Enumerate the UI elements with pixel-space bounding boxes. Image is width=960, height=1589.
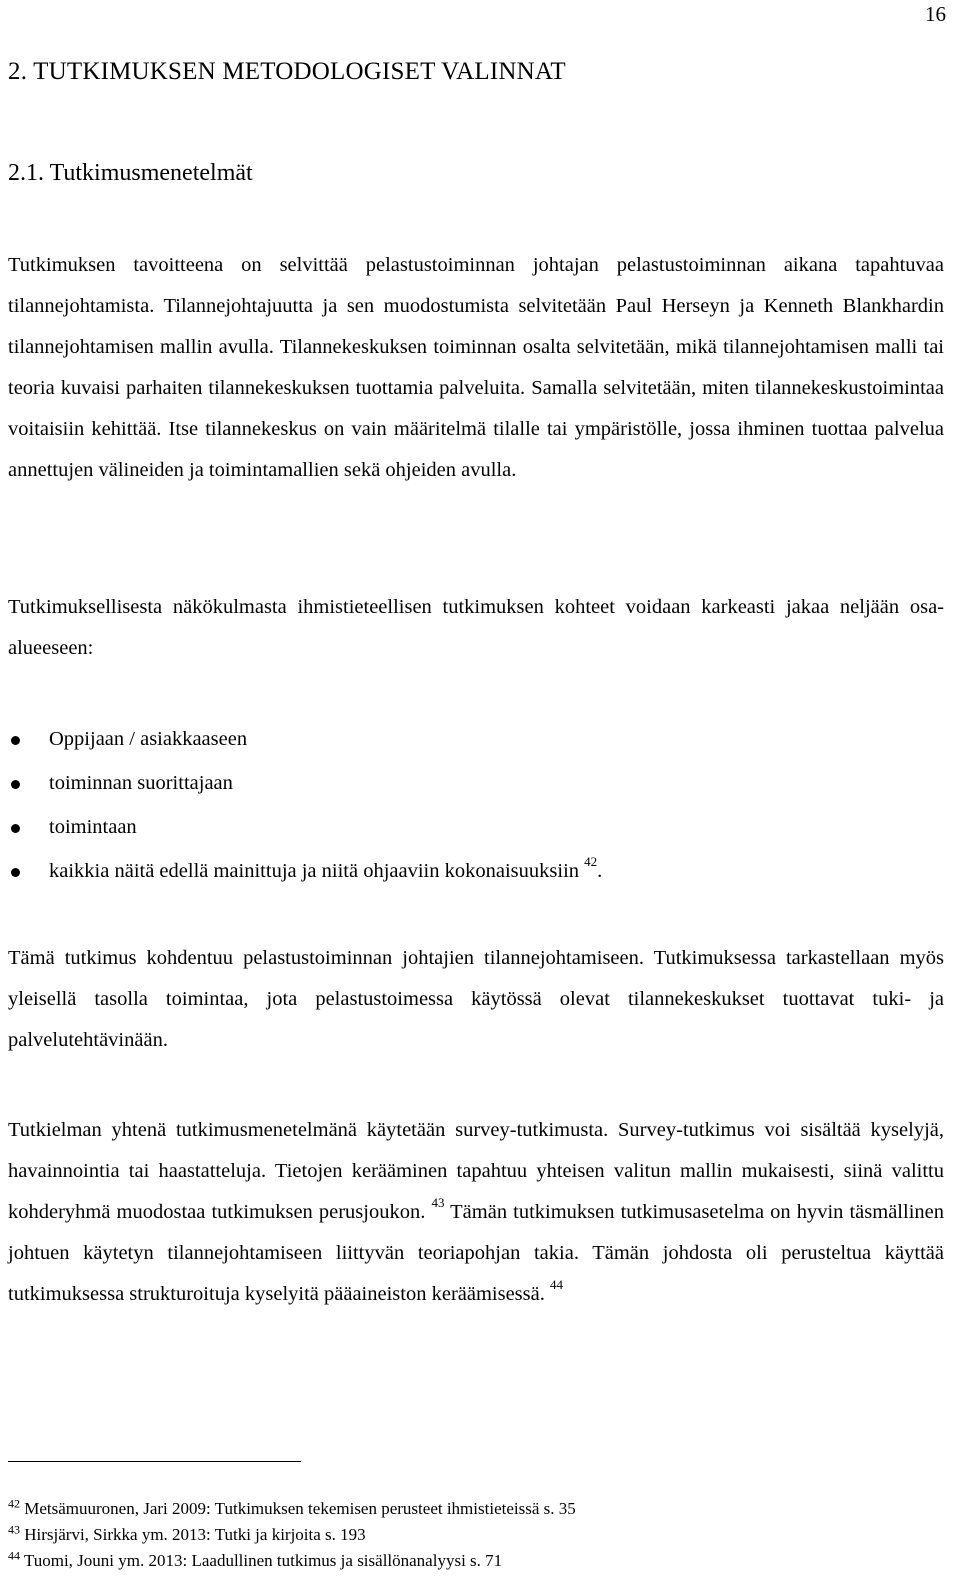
footnote-reference: 43 <box>431 1195 445 1211</box>
footnote-mark: 43 <box>8 1522 20 1537</box>
footnote-text: Hirsjärvi, Sirkka ym. 2013: Tutki ja kirjoita s. 193 <box>24 1525 366 1544</box>
method-text-part-2: Tämän tutkimuksen tutkimusasetelma on hyvin täsmällinen johtuen käytetyn tilannejohtamiseen liittyvän teoriapohjan takia. Tämän johdosta oli perusteltua käyttää tutkimuksessa strukturoituja kyselyitä pääaineiston keräämisessä. <box>8 1201 944 1305</box>
footnote-mark: 44 <box>8 1548 20 1563</box>
bullet-icon <box>11 824 20 833</box>
footnote-reference: 44 <box>550 1277 563 1293</box>
method-text-part-1: Tutkielman yhtenä tutkimusmenetelmänä käytetään survey-tutkimusta. Survey-tutkimus voi sisältää kyselyjä, havainnointia tai haastatteluja. Tietojen kerääminen tapahtuu yhteisen valitun mallin mukaisesti, siinä valittu kohderyhmä muodostaa tutkimuksen perusjoukon. <box>8 1119 944 1223</box>
list-item <box>8 849 602 893</box>
list-item <box>8 805 602 849</box>
page-number: 16 <box>925 2 946 26</box>
section-heading: 2.1. Tutkimusmenetelmät <box>8 160 253 186</box>
footnote <box>8 1522 576 1548</box>
list-item <box>8 717 602 761</box>
method-paragraph <box>8 1110 944 1315</box>
footnote-text: Tuomi, Jouni ym. 2013: Laadullinen tutkimus ja sisällönanalyysi s. 71 <box>23 1551 503 1570</box>
bullet-icon <box>11 780 20 789</box>
research-areas-paragraph: Tutkimuksellisesta näkökulmasta ihmistieteellisen tutkimuksen kohteet voidaan karkeasti jakaa neljään osa-alueeseen: <box>8 596 944 659</box>
research-areas-list <box>8 717 602 893</box>
chapter-heading: 2. TUTKIMUKSEN METODOLOGISET VALINNAT <box>8 58 566 85</box>
footnote-mark: 42 <box>8 1496 20 1511</box>
list-item-text: toiminnan suorittajaan <box>49 772 233 794</box>
list-item-text: Oppijaan / asiakkaaseen <box>49 728 248 750</box>
footnote-separator <box>8 1461 301 1462</box>
footnote <box>8 1496 576 1522</box>
list-item-text: kaikkia näitä edellä mainittuja ja niitä ohjaaviin kokonaisuuksiin <box>49 860 580 882</box>
footnote-reference: 42 <box>584 854 598 870</box>
list-item <box>8 761 602 805</box>
footnotes <box>8 1496 576 1574</box>
footnote <box>8 1548 576 1574</box>
list-item-text: toimintaan <box>49 816 137 838</box>
intro-paragraph: Tutkimuksen tavoitteena on selvittää pelastustoiminnan johtajan pelastustoiminnan aikana tapahtuvaa tilannejohtamista. Tilannejohtajuutta ja sen muodostumista selvitetään Paul Herseyn ja Kenneth Blankhardin tilannejohtamisen mallin avulla. Tilannekeskuksen toiminnan osalta selvitetään, mikä tilannejohtamisen malli tai teoria kuvaisi parhaiten tilannekeskuksen tuottamia palveluita. Samalla selvitetään, miten tilannekeskustoimintaa voitaisiin kehittää. Itse tilannekeskus on vain määritelmä tilalle tai ympäristölle, jossa ihminen tuottaa palvelua annettujen välineiden ja toimintamallien sekä ohjeiden avulla. <box>8 254 944 481</box>
footnote-text: Metsämuuronen, Jari 2009: Tutkimuksen tekemisen perusteet ihmistieteissä s. 35 <box>24 1499 576 1518</box>
scope-paragraph: Tämä tutkimus kohdentuu pelastustoiminnan johtajien tilannejohtamiseen. Tutkimuksessa tarkastellaan myös yleisellä tasolla toimintaa, jota pelastustoimessa käytössä olevat tilannekeskukset tuottavat tuki- ja palvelutehtävinään. <box>8 947 944 1051</box>
list-item-suffix: . <box>597 860 603 882</box>
bullet-icon <box>11 736 20 745</box>
bullet-icon <box>11 868 20 877</box>
